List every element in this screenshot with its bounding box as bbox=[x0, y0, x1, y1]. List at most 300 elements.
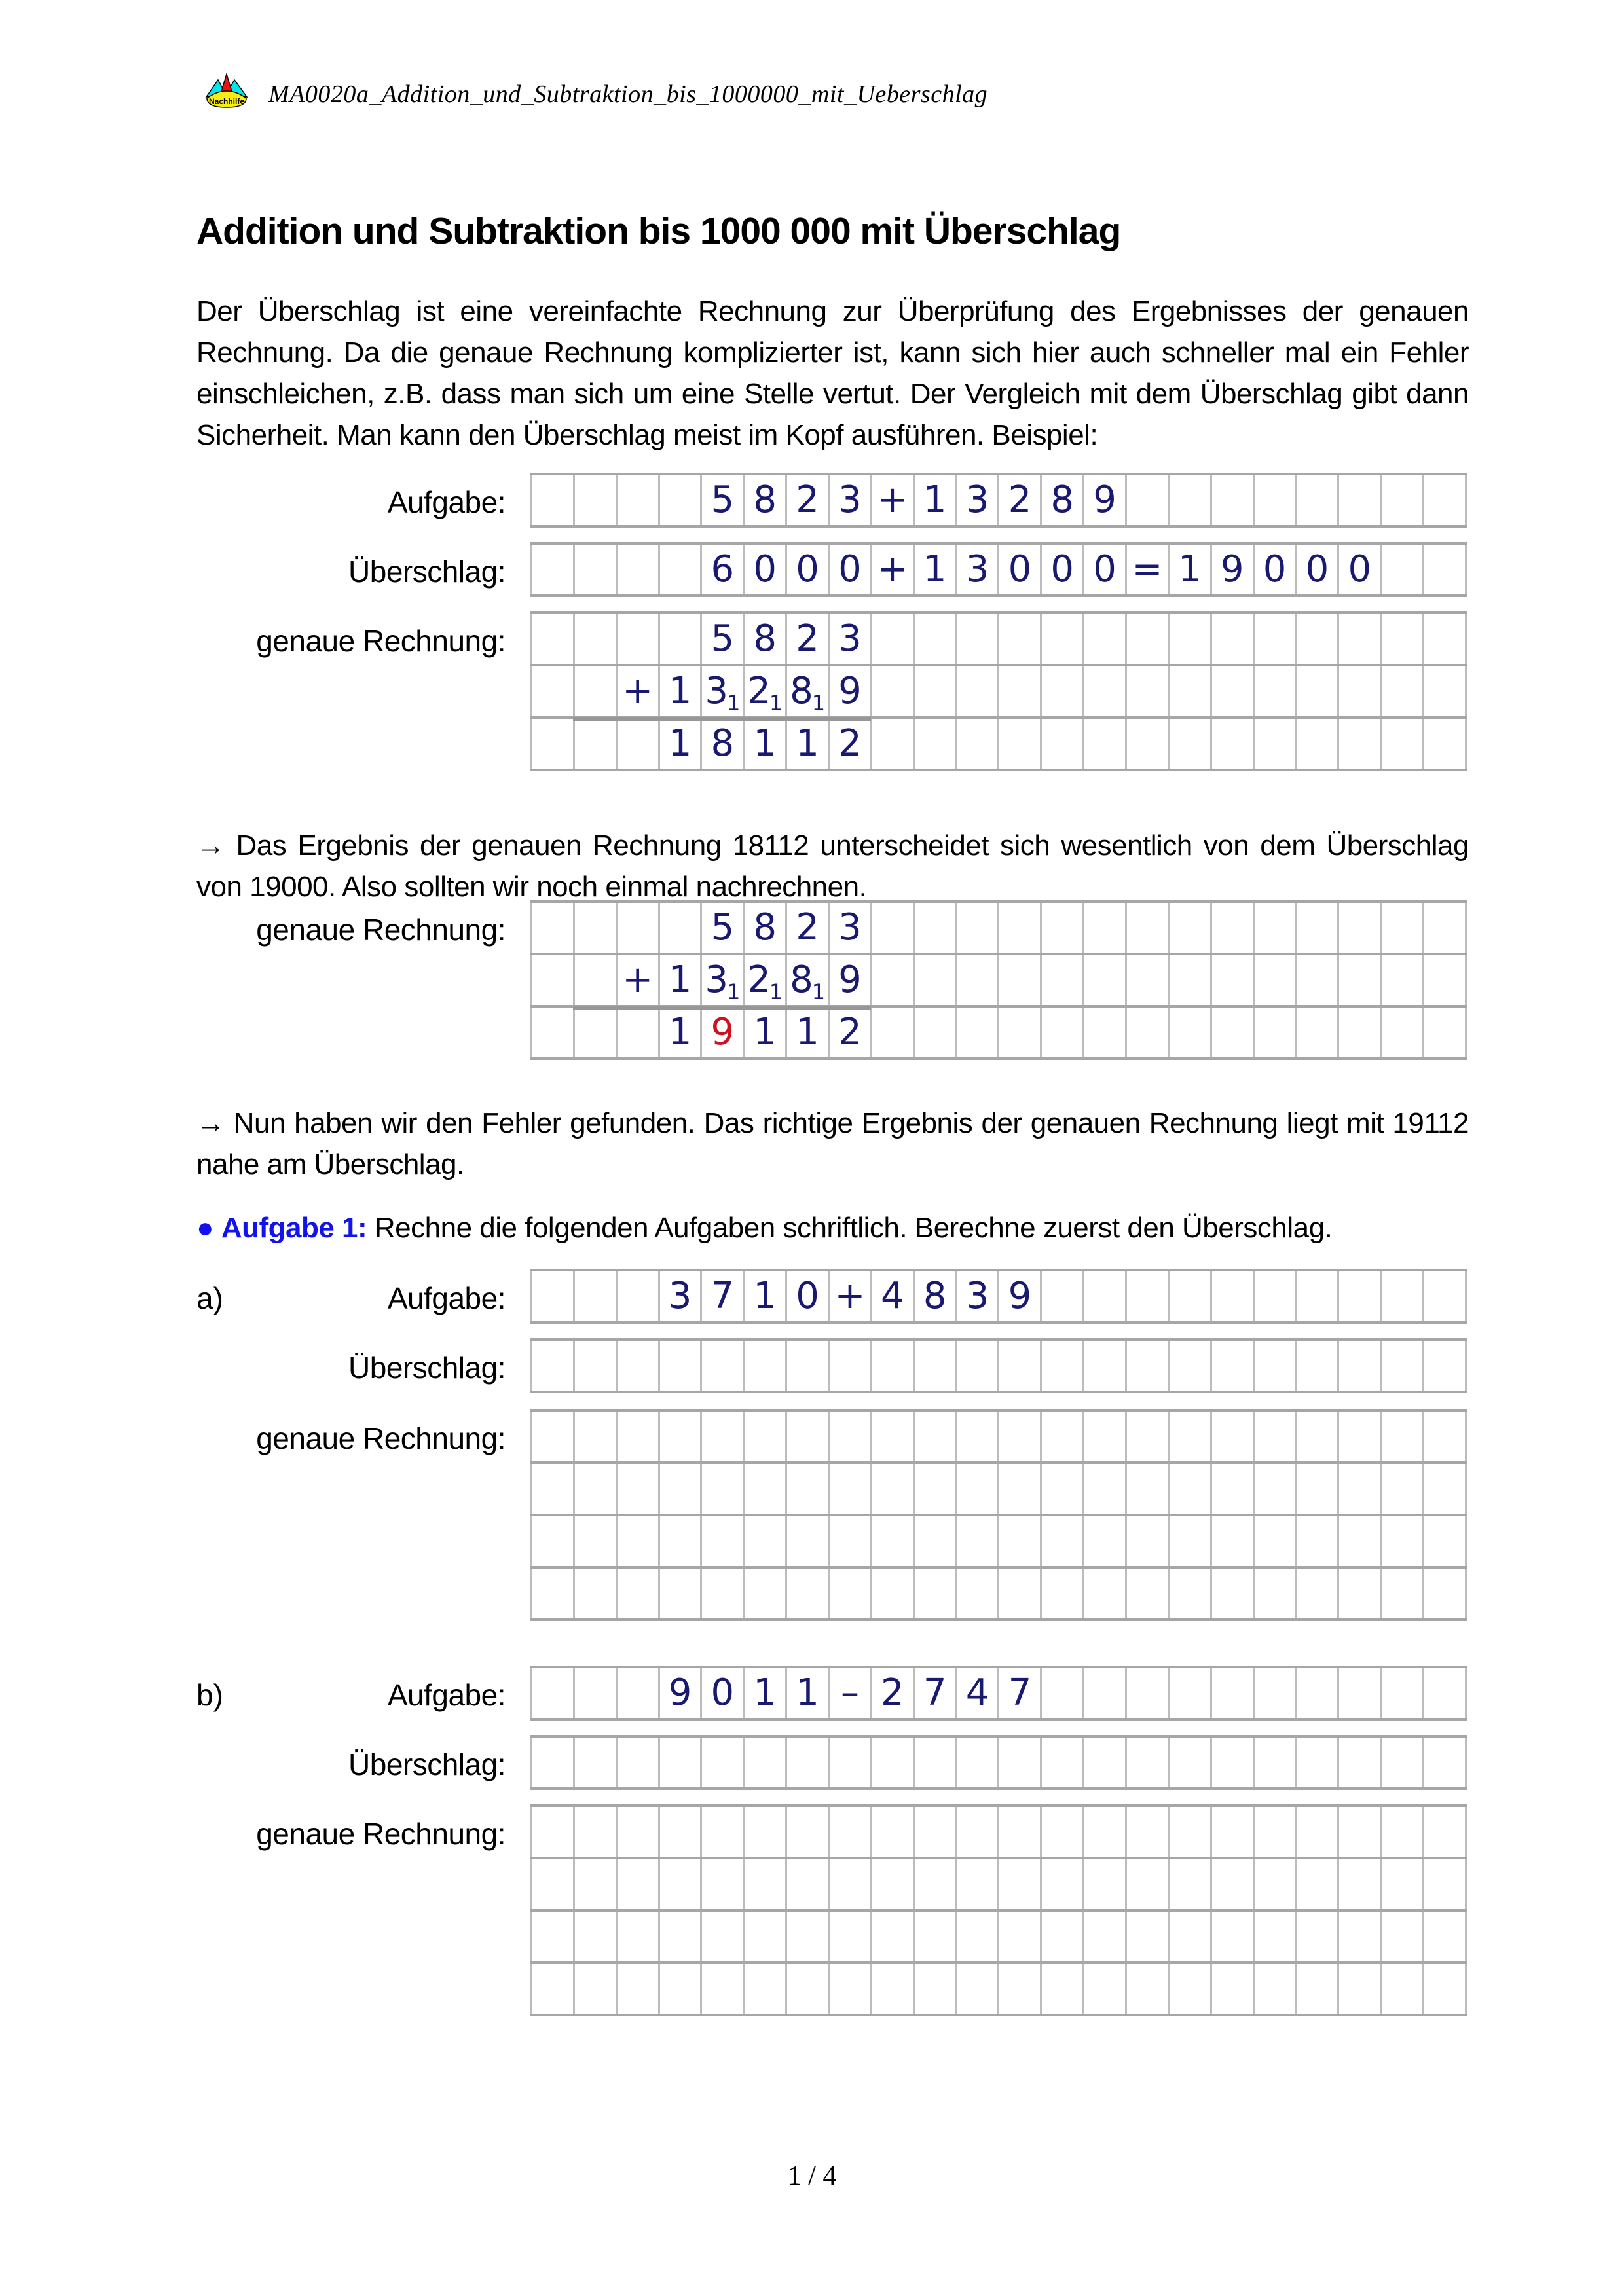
logo-wordmark: Nachhilfe bbox=[208, 97, 245, 106]
grid-cell bbox=[1297, 1271, 1339, 1321]
grid-cell bbox=[1339, 666, 1382, 716]
grid-cell bbox=[1297, 475, 1339, 525]
grid-cell bbox=[872, 1912, 915, 1961]
grid-cell bbox=[1170, 1964, 1212, 2014]
digit: 8 bbox=[790, 958, 813, 1001]
grid-cell bbox=[957, 1271, 1000, 1321]
grid-cell bbox=[830, 1412, 872, 1461]
grid-cell bbox=[660, 1464, 703, 1514]
grid-cell bbox=[1170, 903, 1212, 953]
digit: 1 bbox=[923, 548, 947, 591]
grid-cell bbox=[1127, 1859, 1170, 1909]
digit: 2 bbox=[880, 1671, 904, 1714]
example-ueberschlag-grid bbox=[530, 542, 1467, 597]
grid-cell bbox=[1170, 1668, 1212, 1718]
grid-cell bbox=[702, 1859, 745, 1909]
grid-cell bbox=[872, 1859, 915, 1909]
grid-cell bbox=[660, 955, 703, 1005]
grid-cell bbox=[1170, 666, 1212, 716]
grid-cell bbox=[745, 1964, 787, 2014]
digit: 0 bbox=[1305, 548, 1329, 591]
grid-row bbox=[530, 1516, 1467, 1569]
grid-cell bbox=[999, 614, 1042, 664]
grid-cell bbox=[702, 614, 745, 664]
grid-cell bbox=[1255, 666, 1297, 716]
grid-cell bbox=[702, 1516, 745, 1566]
grid-cell bbox=[830, 1569, 872, 1618]
grid-cell bbox=[872, 1008, 915, 1057]
grid-cell bbox=[1382, 955, 1424, 1005]
grid-cell bbox=[1297, 1668, 1339, 1718]
grid-cell bbox=[872, 1464, 915, 1514]
grid-cell bbox=[1339, 903, 1382, 953]
grid-cell bbox=[787, 1912, 830, 1961]
grid-cell bbox=[745, 1341, 787, 1391]
digit: 1 bbox=[668, 1011, 692, 1053]
grid-cell bbox=[915, 666, 957, 716]
digit: 3 bbox=[838, 906, 862, 949]
grid-cell bbox=[745, 1569, 787, 1618]
row-label-genaue-rechnung: genaue Rechnung: bbox=[256, 1817, 506, 1851]
grid-cell bbox=[1297, 719, 1339, 769]
grid-cell bbox=[745, 1516, 787, 1566]
grid-cell bbox=[1084, 1341, 1127, 1391]
grid-cell bbox=[702, 955, 745, 1005]
grid-cell bbox=[915, 719, 957, 769]
grid-cell bbox=[915, 903, 957, 953]
grid-cell bbox=[745, 614, 787, 664]
grid-cell bbox=[830, 1912, 872, 1961]
grid-cell bbox=[1084, 614, 1127, 664]
grid-cell bbox=[618, 1964, 660, 2014]
grid-cell bbox=[999, 1008, 1042, 1057]
grid-cell bbox=[575, 1912, 618, 1961]
grid-cell bbox=[787, 1964, 830, 2014]
grid-cell bbox=[957, 545, 1000, 594]
grid-cell bbox=[915, 1412, 957, 1461]
grid-cell bbox=[999, 1341, 1042, 1391]
grid-cell bbox=[1212, 955, 1255, 1005]
grid-cell bbox=[1042, 719, 1084, 769]
grid-cell bbox=[830, 475, 872, 525]
grid-cell bbox=[618, 903, 660, 953]
grid-cell bbox=[530, 475, 575, 525]
digit: 1 bbox=[1178, 548, 1202, 591]
task1-instruction bbox=[196, 1207, 1469, 1248]
grid-cell bbox=[618, 1271, 660, 1321]
grid-cell bbox=[618, 719, 660, 769]
grid-cell bbox=[575, 1516, 618, 1566]
grid-cell bbox=[872, 955, 915, 1005]
grid-row bbox=[530, 1859, 1467, 1912]
grid-cell bbox=[1297, 955, 1339, 1005]
grid-cell bbox=[830, 1008, 872, 1057]
grid-cell bbox=[575, 1668, 618, 1718]
digit: 3 bbox=[668, 1275, 692, 1317]
digit: 1 bbox=[753, 1275, 777, 1317]
grid-cell bbox=[1339, 614, 1382, 664]
grid-cell bbox=[1424, 1412, 1467, 1461]
grid-cell bbox=[1424, 1807, 1467, 1857]
grid-cell bbox=[830, 1341, 872, 1391]
grid-cell bbox=[1084, 1859, 1127, 1909]
grid-cell bbox=[1382, 1271, 1424, 1321]
grid-cell bbox=[1084, 545, 1127, 594]
grid-cell bbox=[872, 1271, 915, 1321]
grid-cell bbox=[1084, 719, 1127, 769]
grid-cell bbox=[1424, 1464, 1467, 1514]
digit: = bbox=[1132, 548, 1163, 591]
grid-cell bbox=[1170, 1412, 1212, 1461]
digit: 7 bbox=[710, 1275, 735, 1317]
task-a-calc-grid bbox=[530, 1409, 1467, 1621]
grid-cell bbox=[1255, 1008, 1297, 1057]
grid-cell bbox=[1424, 545, 1467, 594]
grid-cell bbox=[660, 1912, 703, 1961]
grid-cell bbox=[787, 1516, 830, 1566]
digit: 6 bbox=[710, 548, 735, 591]
grid-cell bbox=[787, 1668, 830, 1718]
grid-cell bbox=[1170, 1738, 1212, 1787]
digit: 8 bbox=[923, 1275, 947, 1317]
grid-cell bbox=[530, 1569, 575, 1618]
grid-cell bbox=[1297, 1569, 1339, 1618]
carry-digit: 1 bbox=[727, 979, 741, 1004]
grid-cell bbox=[1424, 475, 1467, 525]
grid-cell bbox=[957, 1569, 1000, 1618]
grid-cell bbox=[530, 1412, 575, 1461]
grid-cell bbox=[1212, 1569, 1255, 1618]
grid-cell bbox=[1084, 1008, 1127, 1057]
note-correct-result: → Nun haben wir den Fehler gefunden. Das richtige Ergebnis der genauen Rechnung liegt mit 19112 nahe am Überschlag. bbox=[196, 1107, 1469, 1180]
grid-cell bbox=[1297, 1859, 1339, 1909]
grid-cell bbox=[1424, 1964, 1467, 2014]
row-label-aufgabe: Aufgabe: bbox=[387, 1678, 506, 1712]
digit: 4 bbox=[880, 1275, 904, 1317]
grid-cell bbox=[1084, 1516, 1127, 1566]
grid-cell bbox=[957, 1008, 1000, 1057]
digit: 9 bbox=[1093, 479, 1116, 521]
grid-cell bbox=[1127, 1569, 1170, 1618]
grid-cell bbox=[575, 955, 618, 1005]
grid-cell bbox=[575, 1738, 618, 1787]
grid-cell bbox=[1212, 1341, 1255, 1391]
grid-cell bbox=[660, 1412, 703, 1461]
digit: 2 bbox=[796, 479, 819, 521]
digit: 9 bbox=[668, 1671, 692, 1714]
grid-cell bbox=[1382, 1569, 1424, 1618]
grid-cell bbox=[1170, 1516, 1212, 1566]
example-aufgabe-grid bbox=[530, 473, 1467, 528]
grid-cell bbox=[957, 666, 1000, 716]
digit: – bbox=[840, 1671, 859, 1714]
grid-cell bbox=[1297, 666, 1339, 716]
grid-cell bbox=[915, 1271, 957, 1321]
digit: 8 bbox=[753, 906, 777, 949]
grid-row bbox=[530, 1912, 1467, 1964]
grid-cell bbox=[618, 1412, 660, 1461]
grid-cell bbox=[530, 545, 575, 594]
intro-paragraph: Der Überschlag ist eine vereinfachte Rechnung zur Überprüfung des Ergebnisses der genauen Rechnung. Da die genaue Rechnung komplizierter ist, kann sich hier auch schneller mal ein Fehler einschleichen, z.B. dass man sich um eine Stelle vertut. Der Vergleich mit dem Überschlag gibt dann Sicherheit. Man kann den Überschlag meist im Kopf ausführen. Beispiel: bbox=[196, 295, 1469, 451]
grid-cell bbox=[957, 1341, 1000, 1391]
digit: 2 bbox=[838, 1011, 862, 1053]
grid-cell bbox=[1212, 1516, 1255, 1566]
grid-cell bbox=[1339, 1008, 1382, 1057]
grid-cell bbox=[660, 1271, 703, 1321]
grid-cell bbox=[530, 1807, 575, 1857]
grid-cell bbox=[1424, 1569, 1467, 1618]
grid-cell bbox=[745, 545, 787, 594]
grid-cell bbox=[618, 614, 660, 664]
grid-cell bbox=[618, 1569, 660, 1618]
grid-cell bbox=[830, 1964, 872, 2014]
grid-cell bbox=[745, 475, 787, 525]
grid-cell bbox=[1127, 545, 1170, 594]
digit: 0 bbox=[796, 1275, 819, 1317]
grid-row bbox=[530, 475, 1467, 528]
grid-cell bbox=[530, 1668, 575, 1718]
grid-row bbox=[530, 1964, 1467, 2016]
grid-cell bbox=[872, 614, 915, 664]
digit: 4 bbox=[965, 1671, 989, 1714]
grid-cell bbox=[1297, 1341, 1339, 1391]
grid-cell bbox=[830, 1464, 872, 1514]
grid-cell bbox=[618, 955, 660, 1005]
digit: 0 bbox=[710, 1671, 735, 1714]
grid-cell bbox=[618, 1912, 660, 1961]
digit: 2 bbox=[1008, 479, 1032, 521]
carry-digit: 1 bbox=[769, 979, 783, 1004]
digit: 0 bbox=[1093, 548, 1116, 591]
grid-cell bbox=[530, 1912, 575, 1961]
grid-cell bbox=[1212, 1008, 1255, 1057]
grid-cell bbox=[1424, 903, 1467, 953]
row-label-ueberschlag: Überschlag: bbox=[348, 1351, 506, 1385]
grid-row bbox=[530, 545, 1467, 597]
grid-cell bbox=[999, 1964, 1042, 2014]
grid-cell bbox=[1339, 719, 1382, 769]
grid-row bbox=[530, 1271, 1467, 1324]
grid-cell bbox=[530, 955, 575, 1005]
grid-cell bbox=[702, 1008, 745, 1057]
grid-cell bbox=[830, 614, 872, 664]
grid-cell bbox=[1382, 1964, 1424, 2014]
grid-cell bbox=[787, 1859, 830, 1909]
grid-cell bbox=[872, 1341, 915, 1391]
grid-cell bbox=[1170, 1341, 1212, 1391]
grid-cell bbox=[1339, 1912, 1382, 1961]
digit: 1 bbox=[668, 670, 692, 712]
grid-cell bbox=[957, 1516, 1000, 1566]
digit: 3 bbox=[965, 548, 989, 591]
grid-cell bbox=[999, 719, 1042, 769]
digit: 9 bbox=[838, 670, 862, 712]
grid-cell bbox=[1255, 475, 1297, 525]
grid-cell bbox=[575, 1807, 618, 1857]
grid-cell bbox=[1084, 1668, 1127, 1718]
grid-cell bbox=[1084, 903, 1127, 953]
grid-cell bbox=[1212, 1464, 1255, 1514]
grid-cell bbox=[745, 1464, 787, 1514]
page-title: Addition und Subtraktion bis 1000 000 mit Überschlag bbox=[196, 210, 1121, 253]
grid-cell bbox=[575, 666, 618, 716]
digit: 0 bbox=[1263, 548, 1287, 591]
grid-cell bbox=[915, 545, 957, 594]
grid-cell bbox=[830, 1271, 872, 1321]
grid-cell bbox=[915, 1912, 957, 1961]
grid-cell bbox=[575, 903, 618, 953]
grid-cell bbox=[830, 1807, 872, 1857]
digit: 1 bbox=[668, 958, 692, 1001]
digit: 3 bbox=[838, 617, 862, 660]
grid-cell bbox=[1339, 545, 1382, 594]
grid-cell bbox=[1255, 1668, 1297, 1718]
grid-cell bbox=[1255, 1569, 1297, 1618]
grid-cell bbox=[1255, 1912, 1297, 1961]
grid-cell bbox=[999, 1569, 1042, 1618]
grid-cell bbox=[1382, 666, 1424, 716]
grid-cell bbox=[1255, 614, 1297, 664]
grid-cell bbox=[1042, 614, 1084, 664]
grid-row bbox=[530, 1464, 1467, 1516]
grid-row bbox=[530, 614, 1467, 666]
digit: 1 bbox=[753, 1011, 777, 1053]
grid-cell bbox=[957, 1464, 1000, 1514]
grid-cell bbox=[745, 1271, 787, 1321]
digit: 8 bbox=[710, 722, 735, 765]
grid-cell bbox=[1382, 1738, 1424, 1787]
grid-cell bbox=[1339, 1341, 1382, 1391]
grid-cell bbox=[999, 1807, 1042, 1857]
row-label-aufgabe: Aufgabe: bbox=[387, 1281, 506, 1315]
grid-cell bbox=[1127, 1412, 1170, 1461]
grid-cell bbox=[702, 475, 745, 525]
digit: + bbox=[622, 958, 654, 1001]
digit: 9 bbox=[838, 958, 862, 1001]
digit: + bbox=[877, 548, 908, 591]
grid-cell bbox=[1424, 1912, 1467, 1961]
grid-cell bbox=[1339, 1516, 1382, 1566]
task-b-aufgabe-grid bbox=[530, 1666, 1467, 1721]
grid-cell bbox=[1255, 1412, 1297, 1461]
grid-cell bbox=[618, 666, 660, 716]
grid-cell bbox=[1339, 1668, 1382, 1718]
grid-cell bbox=[575, 1271, 618, 1321]
grid-cell bbox=[575, 1464, 618, 1514]
grid-cell bbox=[1127, 666, 1170, 716]
grid-cell bbox=[1042, 1464, 1084, 1514]
page-number: 1 / 4 bbox=[787, 2161, 837, 2191]
grid-cell bbox=[787, 903, 830, 953]
grid-cell bbox=[1382, 1412, 1424, 1461]
grid-cell bbox=[1424, 1668, 1467, 1718]
grid-cell bbox=[1084, 1964, 1127, 2014]
grid-cell bbox=[702, 1912, 745, 1961]
grid-cell bbox=[1127, 475, 1170, 525]
grid-cell bbox=[999, 1271, 1042, 1321]
digit: 5 bbox=[710, 617, 735, 660]
digit: 1 bbox=[923, 479, 947, 521]
grid-cell bbox=[575, 1859, 618, 1909]
grid-cell bbox=[1255, 545, 1297, 594]
grid-cell bbox=[1127, 719, 1170, 769]
grid-cell bbox=[1424, 1516, 1467, 1566]
grid-cell bbox=[530, 614, 575, 664]
grid-cell bbox=[660, 1964, 703, 2014]
grid-cell bbox=[530, 1464, 575, 1514]
grid-cell bbox=[872, 545, 915, 594]
grid-cell bbox=[1042, 475, 1084, 525]
sum-underline bbox=[573, 717, 871, 721]
grid-cell bbox=[530, 903, 575, 953]
grid-cell bbox=[618, 1464, 660, 1514]
grid-cell bbox=[1212, 475, 1255, 525]
grid-row bbox=[530, 1008, 1467, 1060]
grid-cell bbox=[1042, 1912, 1084, 1961]
grid-cell bbox=[957, 475, 1000, 525]
grid-cell bbox=[1170, 1008, 1212, 1057]
grid-cell bbox=[872, 1516, 915, 1566]
grid-cell bbox=[787, 1341, 830, 1391]
grid-cell bbox=[915, 955, 957, 1005]
grid-cell bbox=[915, 1464, 957, 1514]
grid-cell bbox=[1339, 1807, 1382, 1857]
digit: 7 bbox=[1008, 1671, 1032, 1714]
grid-cell bbox=[618, 475, 660, 525]
grid-cell bbox=[1127, 1912, 1170, 1961]
grid-cell bbox=[1382, 1912, 1424, 1961]
grid-cell bbox=[1339, 1964, 1382, 2014]
grid-cell bbox=[872, 1569, 915, 1618]
grid-cell bbox=[787, 1464, 830, 1514]
digit: 1 bbox=[753, 722, 777, 765]
grid-cell bbox=[830, 1738, 872, 1787]
grid-cell bbox=[702, 1569, 745, 1618]
grid-cell bbox=[1127, 1516, 1170, 1566]
grid-cell bbox=[957, 1738, 1000, 1787]
grid-cell bbox=[1212, 1807, 1255, 1857]
digit: 0 bbox=[1050, 548, 1075, 591]
grid-cell bbox=[1255, 1271, 1297, 1321]
grid-row bbox=[530, 903, 1467, 955]
grid-cell bbox=[1382, 719, 1424, 769]
grid-cell bbox=[999, 1738, 1042, 1787]
digit: 2 bbox=[747, 670, 771, 712]
digit: 3 bbox=[838, 479, 862, 521]
task-a-label: a) bbox=[196, 1281, 223, 1315]
grid-cell bbox=[1127, 614, 1170, 664]
grid-cell bbox=[530, 666, 575, 716]
note-wrong-result: → Das Ergebnis der genauen Rechnung 18112 unterscheidet sich wesentlich von dem Überschlag von 19000. Also sollten wir noch einmal nachrechnen. bbox=[196, 829, 1469, 903]
grid-cell bbox=[1297, 545, 1339, 594]
grid-cell bbox=[660, 903, 703, 953]
grid-cell bbox=[915, 1807, 957, 1857]
grid-cell bbox=[1339, 475, 1382, 525]
grid-cell bbox=[660, 545, 703, 594]
grid-cell bbox=[660, 475, 703, 525]
grid-cell bbox=[660, 1008, 703, 1057]
grid-cell bbox=[787, 1738, 830, 1787]
grid-cell bbox=[1255, 1807, 1297, 1857]
row-label-genaue-rechnung: genaue Rechnung: bbox=[256, 913, 506, 947]
grid-cell bbox=[618, 1341, 660, 1391]
grid-cell bbox=[1339, 1859, 1382, 1909]
grid-cell bbox=[830, 1668, 872, 1718]
digit: 8 bbox=[753, 617, 777, 660]
carry-digit: 1 bbox=[727, 691, 741, 716]
grid-cell bbox=[660, 1668, 703, 1718]
grid-cell bbox=[745, 666, 787, 716]
